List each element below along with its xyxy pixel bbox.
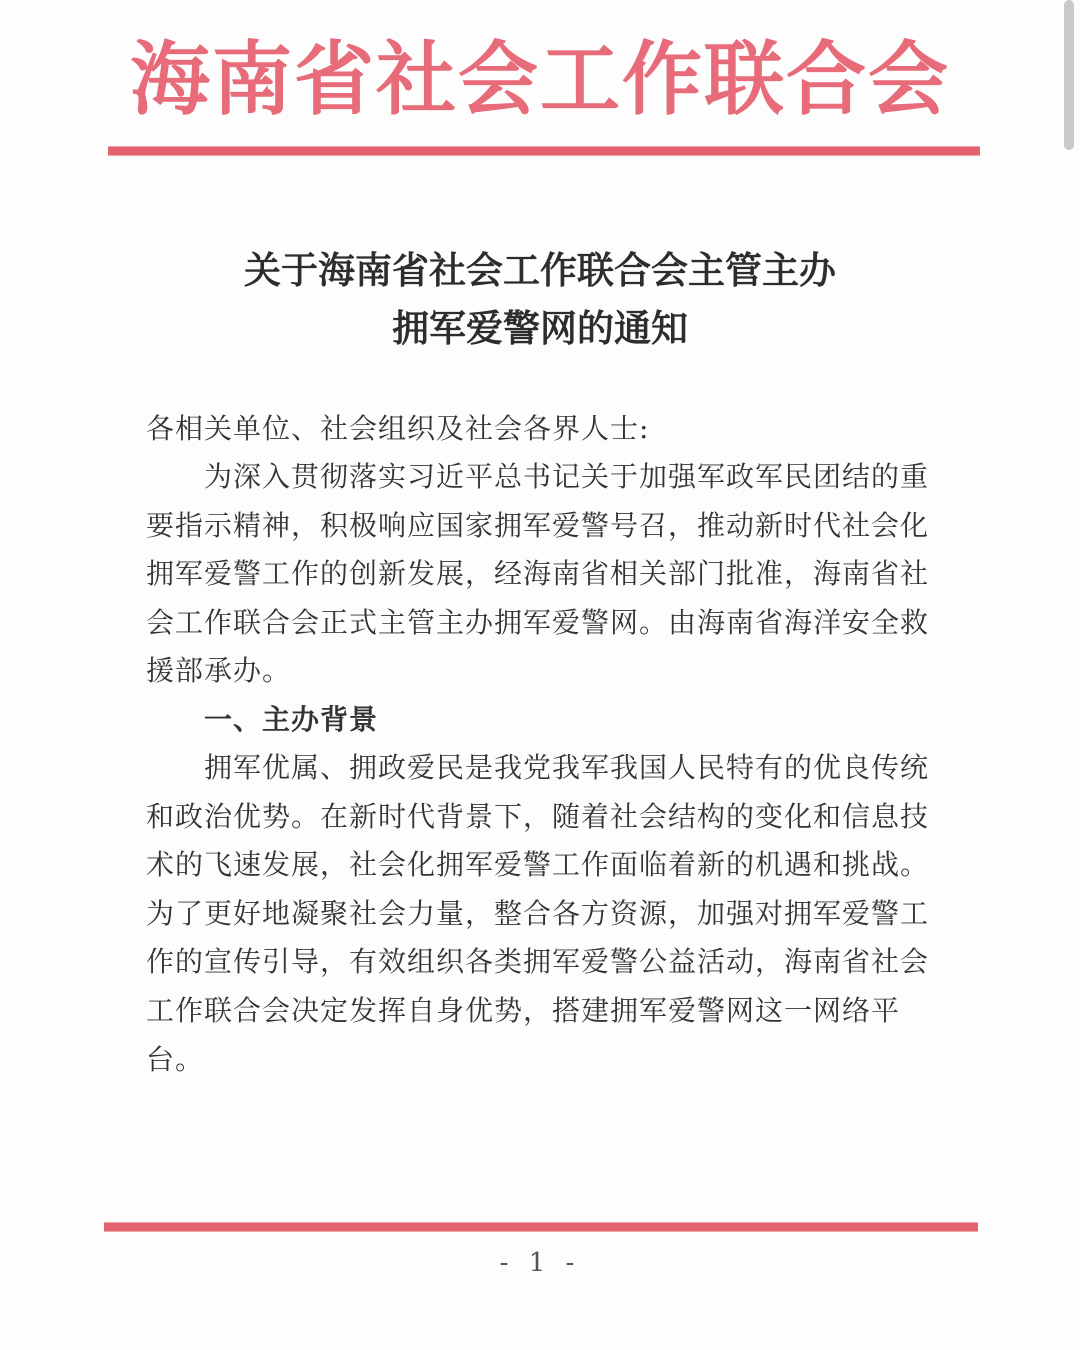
letterhead-red-rule xyxy=(108,146,980,156)
footer-red-rule xyxy=(104,1222,978,1232)
salutation: 各相关单位、社会组织及社会各界人士: xyxy=(146,412,650,445)
scrollbar-thumb[interactable] xyxy=(1064,0,1074,150)
document-title-line-2: 拥军爱警网的通知 xyxy=(392,306,688,350)
document-title-line-1: 关于海南省社会工作联合会主管主办 xyxy=(244,248,836,292)
paragraph-background: 拥军优属、拥政爱民是我党我军我国人民特有的优良传统和政治优势。在新时代背景下，随着社会结构的变化和信息技术的飞速发展，社会化拥军爱警工作面临着新的机遇和挑战。为了更好地凝聚社会力量，整合各方资源，加强对拥军爱警工作的宣传引导，有效组织各类拥军爱警公益活动，海南省社会工作联合会决定发挥自身优势，搭建拥军爱警网这一网络平台。 xyxy=(146,751,930,1076)
page-number: - 1 - xyxy=(499,1248,581,1278)
section-heading-background: 一、主办背景 xyxy=(204,703,379,736)
letterhead-org-name: 海南省社会工作联合会 xyxy=(130,33,950,126)
paragraph-intro: 为深入贯彻落实习近平总书记关于加强军政军民团结的重要指示精神，积极响应国家拥军爱警号召，推动新时代社会化拥军爱警工作的创新发展，经海南省相关部门批准，海南省社会工作联合会正式主管主办拥军爱警网。由海南省海洋安全救援部承办。 xyxy=(146,460,930,688)
